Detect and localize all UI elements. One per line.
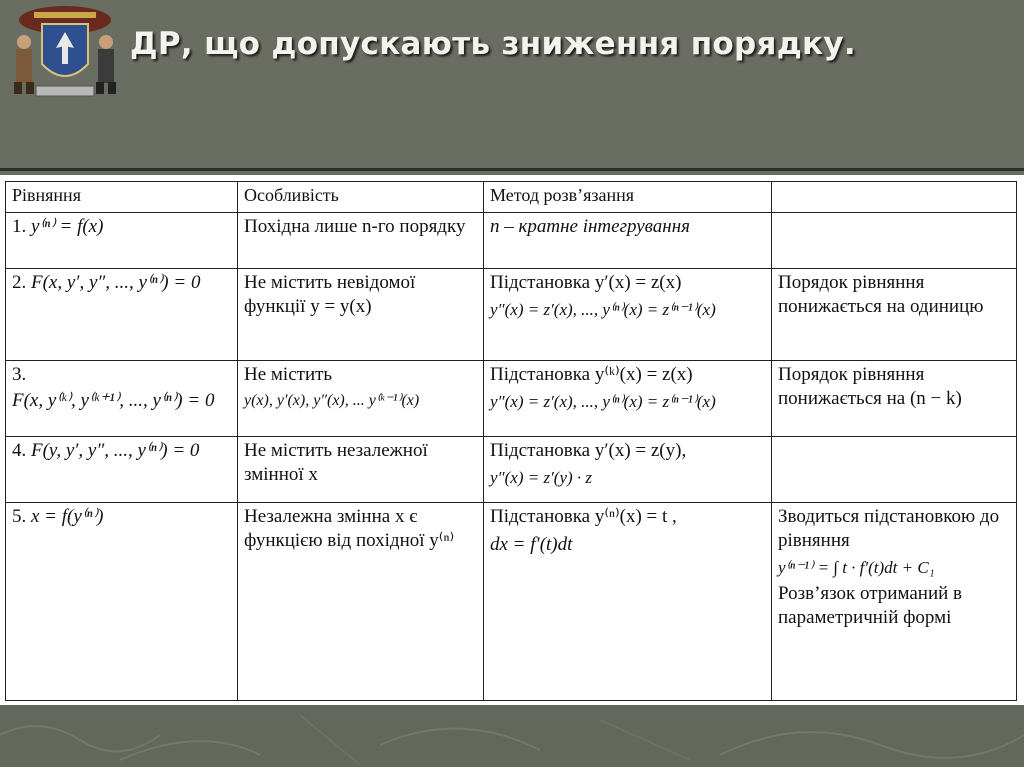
feature-cell: Не містить y(x), y′(x), y″(x), ... y⁽ᵏ⁻¹⁾(x) (238, 361, 484, 437)
method-cell (484, 361, 772, 437)
method-line: Підстановка y⁽ᵏ⁾(x) = z(x) (490, 364, 693, 385)
equation: x = f(y⁽ⁿ⁾) (31, 506, 104, 527)
table-row (6, 361, 1017, 437)
footer-band (0, 705, 1024, 767)
feature-cell: Не містить невідомої функції y = y(x) (238, 269, 484, 361)
method-line: n – кратне інтегрування (490, 216, 690, 237)
table-header-row (6, 182, 1017, 213)
equation-cell: 5. x = f(y⁽ⁿ⁾) (6, 503, 238, 701)
header-feature: Особливість (238, 182, 484, 213)
slide-title: ДР, що допускають зниження порядку. (130, 26, 856, 62)
footer-texture (0, 705, 1024, 767)
method-line: Підстановка y′(x) = z(y), (490, 440, 687, 461)
note-cell: Порядок рівняння понижається на (n − k) (772, 361, 1017, 437)
method-cell (484, 437, 772, 503)
table-row (6, 269, 1017, 361)
note-cell (772, 437, 1017, 503)
header-method: Метод розв’язання (484, 182, 772, 213)
method-line: Підстановка y′(x) = z(x) (490, 272, 682, 293)
feature-cell: Не містить незалежної змінної x (238, 437, 484, 503)
header-divider (0, 168, 1024, 171)
equation: F(x, y⁽ᵏ⁾, y⁽ᵏ⁺¹⁾, ..., y⁽ⁿ⁾) = 0 (12, 389, 215, 411)
method-line: y″(x) = z′(x), ..., y⁽ⁿ⁾(x) = z⁽ⁿ⁻¹⁾(x) (490, 299, 716, 319)
feature-cell: Похідна лише n-го порядку (238, 213, 484, 269)
equation: F(x, y′, y″, ..., y⁽ⁿ⁾) = 0 (31, 272, 201, 293)
header-equation: Рівняння (6, 182, 238, 213)
note-cell: Порядок рівняння понижається на одиницю (772, 269, 1017, 361)
header-note (772, 182, 1017, 213)
equation-cell: 3. F(x, y⁽ᵏ⁾, y⁽ᵏ⁺¹⁾, ..., y⁽ⁿ⁾) = 0 (6, 361, 238, 437)
note-cell (772, 213, 1017, 269)
equation: F(y, y′, y″, ..., y⁽ⁿ⁾) = 0 (31, 440, 200, 461)
note-formula: y⁽ⁿ⁻¹⁾ = ∫ t · f′(t)dt + C₁ (778, 557, 935, 577)
method-line: y″(x) = z′(y) · z (490, 467, 593, 487)
feature-cell: Незалежна змінна x є функцією від похідної y⁽ⁿ⁾ (238, 503, 484, 701)
method-line: y″(x) = z′(x), ..., y⁽ⁿ⁾(x) = z⁽ⁿ⁻¹⁾(x) (490, 391, 716, 411)
feature-funcs: y(x), y′(x), y″(x), ... y⁽ᵏ⁻¹⁾(x) (244, 391, 420, 409)
method-cell (484, 213, 772, 269)
equation-cell: 2. F(x, y′, y″, ..., y⁽ⁿ⁾) = 0 (6, 269, 238, 361)
method-cell (484, 269, 772, 361)
method-line: dx = f′(t)dt (490, 533, 573, 555)
table-row (6, 437, 1017, 503)
equation-cell: 4. F(y, y′, y″, ..., y⁽ⁿ⁾) = 0 (6, 437, 238, 503)
table-row (6, 503, 1017, 701)
reduction-methods-table (5, 181, 1017, 701)
note-cell: Зводиться підстановкою до рівняння y⁽ⁿ⁻¹⁾ = ∫ t · f′(t)dt + C₁ Розв’язок отриманий в параметричній формі (772, 503, 1017, 701)
equation-cell: 1. y⁽ⁿ⁾ = f(x) (6, 213, 238, 269)
equation: y⁽ⁿ⁾ = f(x) (31, 216, 104, 237)
method-cell (484, 503, 772, 701)
coat-of-arms-logo-icon (4, 2, 126, 100)
method-line: Підстановка y⁽ⁿ⁾(x) = t , (490, 506, 677, 527)
table-row (6, 213, 1017, 269)
